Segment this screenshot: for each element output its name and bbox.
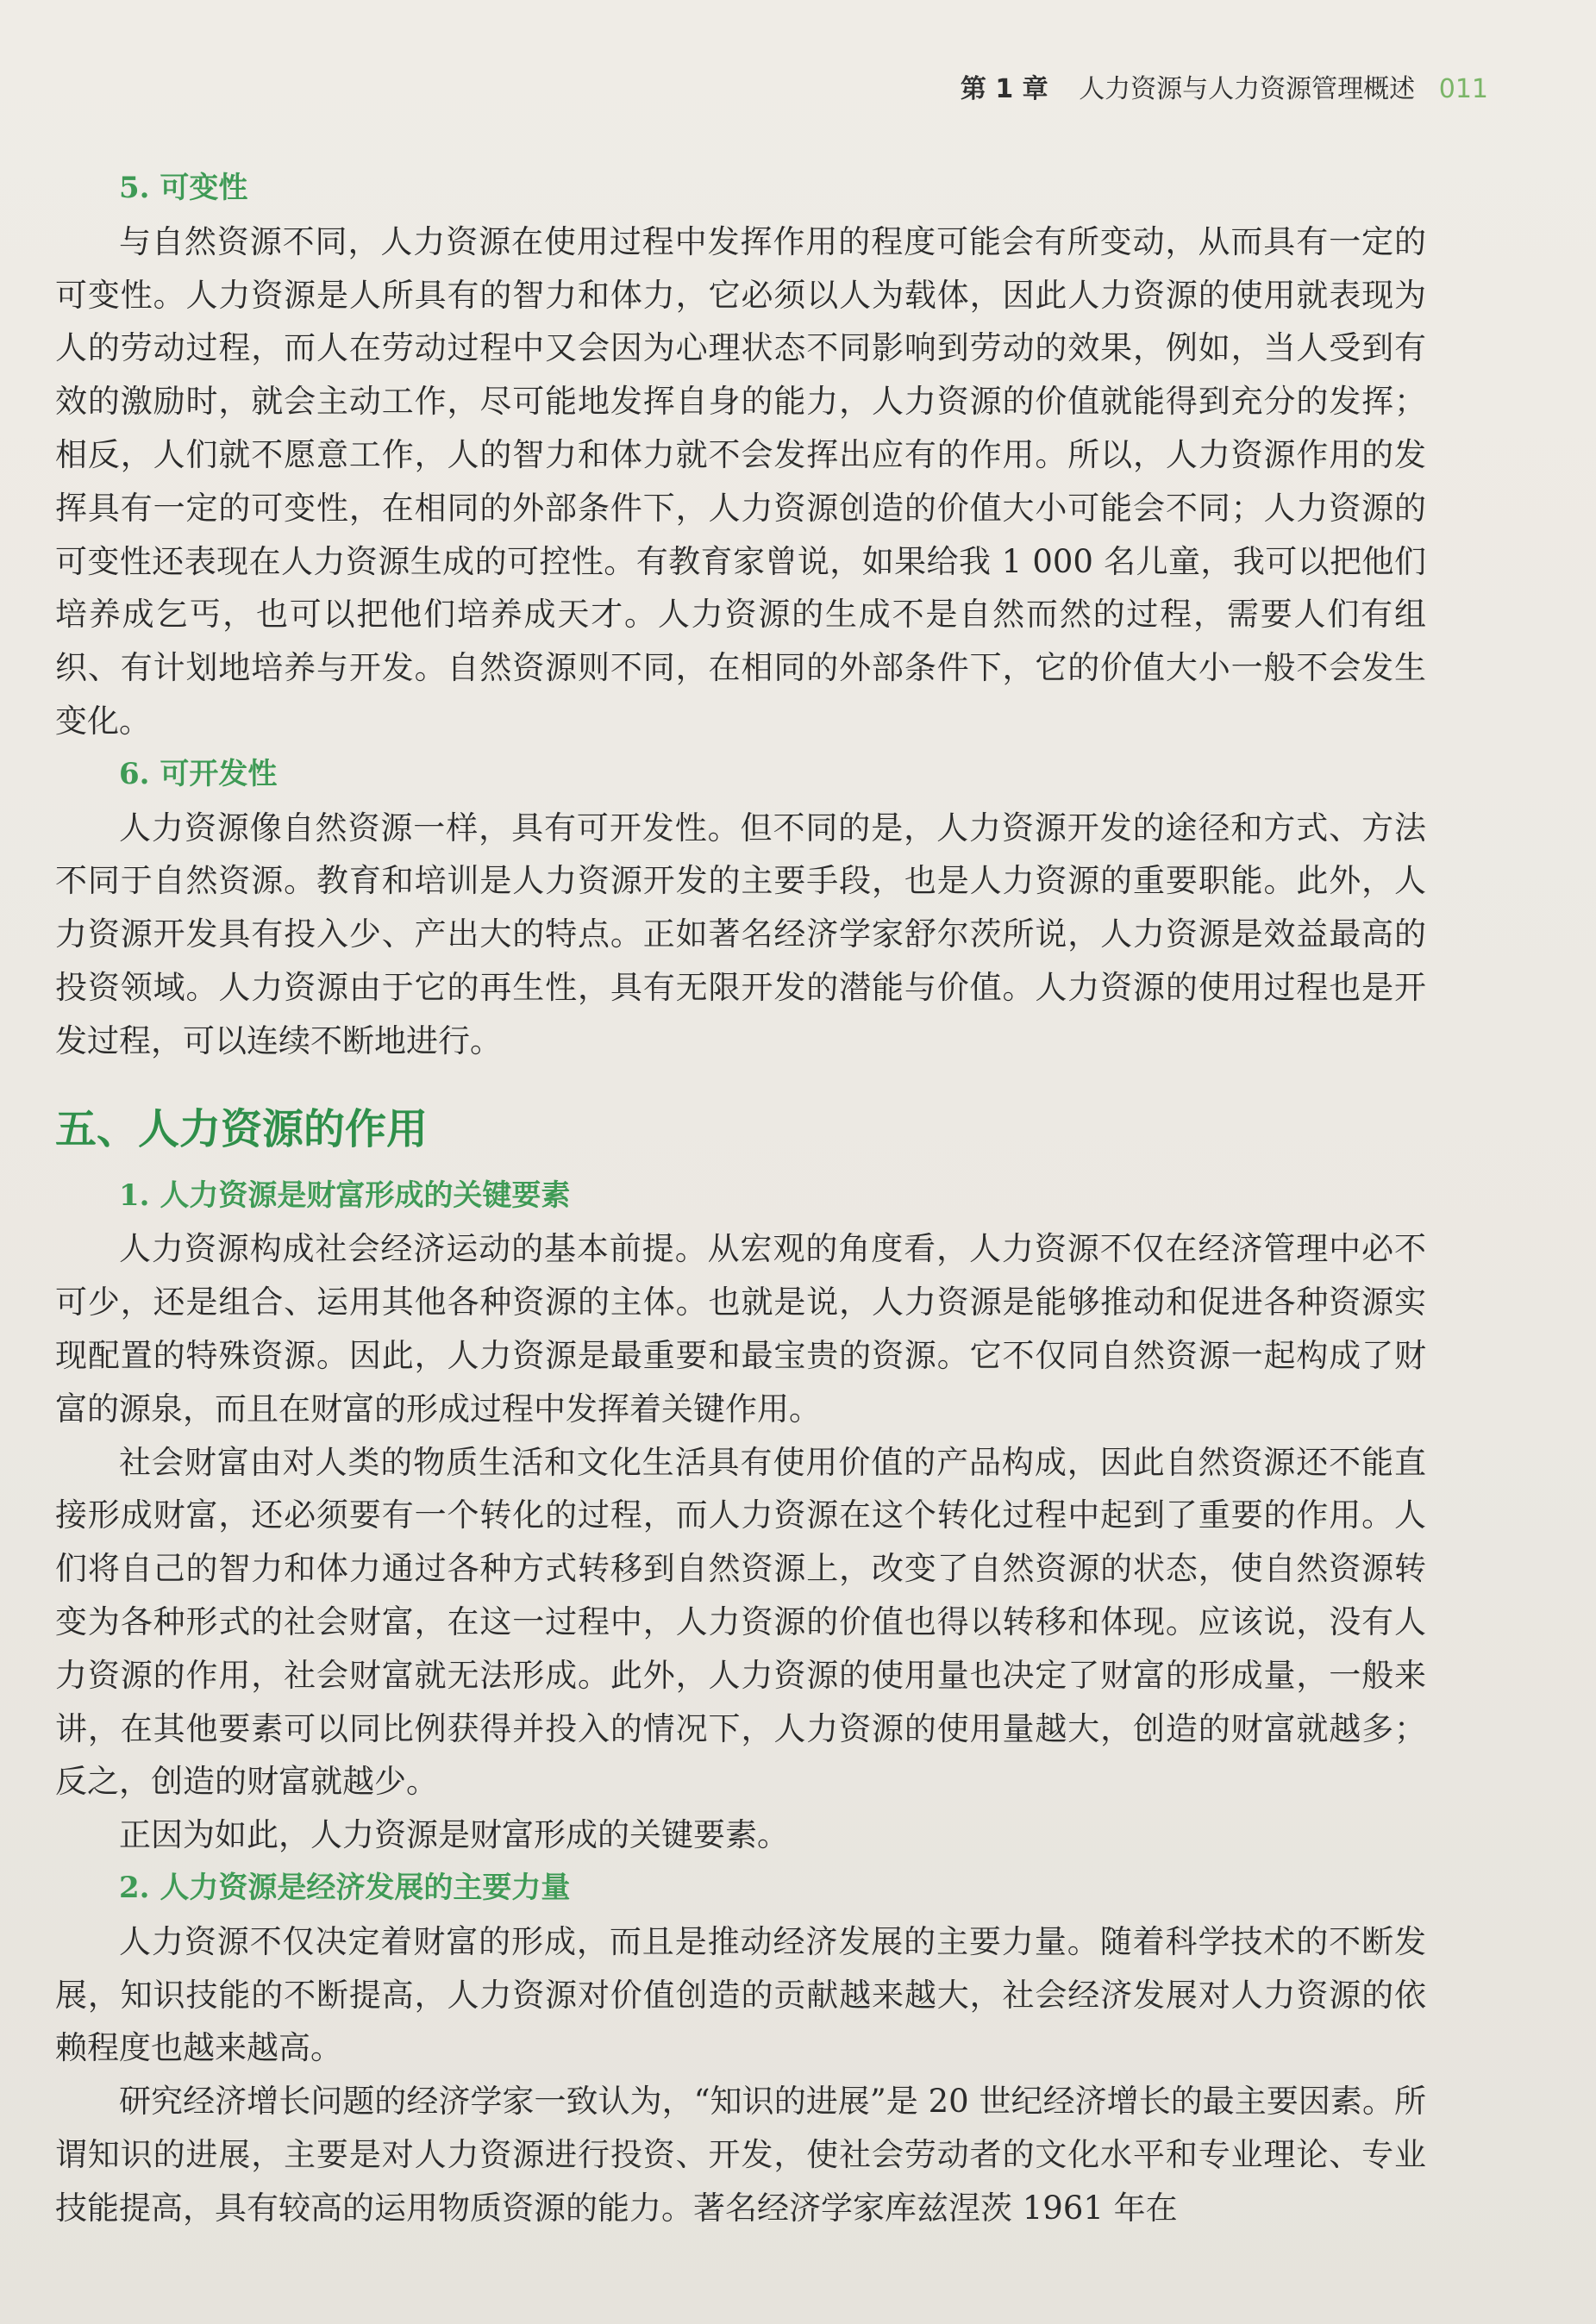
- paragraph-wealth-2: 社会财富由对人类的物质生活和文化生活具有使用价值的产品构成，因此自然资源还不能直接形成财富，还必须要有一个转化的过程，而人力资源在这个转化过程中起到了重要的作用。人们将自己的智力和体力通过各种方式转移到自然资源上，改变了自然资源的状态，使自然资源转变为各种形式的社会财富，在这一过程中，人力资源的价值也得以转移和体现。应该说，没有人力资源的作用，社会财富就无法形成。此外，人力资源的使用量也决定了财富的形成量，一般来讲，在其他要素可以同比例获得并投入的情况下，人力资源的使用量越大，创造的财富就越多；反之，创造的财富就越少。: [55, 1443, 1426, 1801]
- section-heading-roles: 五、人力资源的作用: [55, 1104, 429, 1153]
- page-body: [55, 162, 1426, 2234]
- subheading-developability: 6. 可开发性: [119, 756, 278, 791]
- chapter-title: 人力资源与人力资源管理概述: [1079, 74, 1416, 104]
- paragraph-variability: 与自然资源不同，人力资源在使用过程中发挥作用的程度可能会有所变动，从而具有一定的可变性。人力资源是人所具有的智力和体力，它必须以人为载体，因此人力资源的使用就表现为人的劳动过程，而人在劳动过程中又会因为心理状态不同影响到劳动的效果，例如，当人受到有效的激励时，就会主动工作，尽可能地发挥自身的能力，人力资源的价值就能得到充分的发挥；相反，人们就不愿意工作，人的智力和体力就不会发挥出应有的作用。所以，人力资源作用的发挥具有一定的可变性，在相同的外部条件下，人力资源创造的价值大小可能会不同；人力资源的可变性还表现在人力资源生成的可控性。有教育家曾说，如果给我 1 000 名儿童，我可以把他们培养成乞丐，也可以把他们培养成天才。人力资源的生成不是自然而然的过程，需要人们有组织、有计划地培养与开发。自然资源则不同，在相同的外部条件下，它的价值大小一般不会发生变化。: [55, 222, 1426, 740]
- page-number: 011: [1438, 74, 1488, 104]
- paragraph-wealth-1: 人力资源构成社会经济运动的基本前提。从宏观的角度看，人力资源不仅在经济管理中必不可少，还是组合、运用其他各种资源的主体。也就是说，人力资源是能够推动和促进各种资源实现配置的特殊资源。因此，人力资源是最重要和最宝贵的资源。它不仅同自然资源一起构成了财富的源泉，而且在财富的形成过程中发挥着关键作用。: [55, 1230, 1426, 1428]
- subheading-variability: 5. 可变性: [119, 171, 248, 205]
- paragraph-developability: 人力资源像自然资源一样，具有可开发性。但不同的是，人力资源开发的途径和方式、方法不同于自然资源。教育和培训是人力资源开发的主要手段，也是人力资源的重要职能。此外，人力资源开发具有投入少、产出大的特点。正如著名经济学家舒尔茨所说，人力资源是效益最高的投资领域。人力资源由于它的再生性，具有无限开发的潜能与价值。人力资源的使用过程也是开发过程，可以连续不断地进行。: [55, 809, 1426, 1059]
- subheading-wealth-formation: 1. 人力资源是财富形成的关键要素: [119, 1178, 571, 1213]
- paragraph-wealth-3: 正因为如此，人力资源是财富形成的关键要素。: [119, 1816, 789, 1854]
- chapter-label: 第 1 章: [960, 74, 1048, 104]
- paragraph-economy-1: 人力资源不仅决定着财富的形成，而且是推动经济发展的主要力量。随着科学技术的不断发展，知识技能的不断提高，人力资源对价值创造的贡献越来越大，社会经济发展对人力资源的依赖程度也越来越高。: [55, 1922, 1426, 2067]
- paragraph-economy-2: 研究经济增长问题的经济学家一致认为，“知识的进展”是 20 世纪经济增长的最主要因素。所谓知识的进展，主要是对人力资源进行投资、开发，使社会劳动者的文化水平和专业理论、专业技能提高，具有较高的运用物质资源的能力。著名经济学家库兹涅茨 1961 年在: [55, 2083, 1426, 2227]
- running-header: [961, 67, 1488, 105]
- subheading-economic-development: 2. 人力资源是经济发展的主要力量: [119, 1870, 571, 1905]
